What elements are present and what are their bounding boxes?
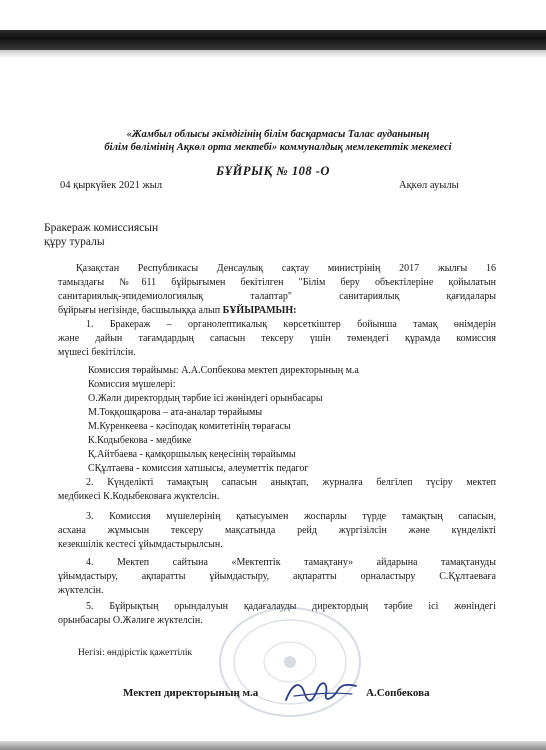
item-1-line-2: және дайын тағамдардың сапасын тексеру үшін төмендегі құрамда комиссия <box>58 333 496 344</box>
scan-shadow <box>0 50 546 58</box>
order-place: Ақкөл ауылы <box>399 180 459 191</box>
item-4-line-1: 4. Мектеп сайтына «Мектептік тамақтану» айдарына тамақтануды <box>86 557 496 568</box>
commission-member: К.Кодыбекова - медбике <box>88 435 192 446</box>
preamble-line-1: Қазақстан Республикасы Денсаулық сақтау министрінің 2017 жылғы 16 <box>76 263 496 274</box>
subject-line-1: Бракераж комиссиясын <box>44 222 159 234</box>
signatory-role: Мектеп директорының м.а <box>123 687 259 699</box>
commission-member: СҚұлтаева - комиссия хатшысы, әлеуметтік педагог <box>88 463 309 474</box>
item-5-line-1: 5. Бұйрықтың орындалуын қадағалауды директордың тәрбие ісі жөніндегі <box>86 601 496 612</box>
item-5-line-2: орынбасары О.Жәлиге жүктелсін. <box>58 615 203 626</box>
signature-mark <box>282 674 360 708</box>
preamble-line-2: тамыздағы №611 бұйрығымен бекітілген "Білім беру объектілеріне қойылатын <box>58 277 496 288</box>
item-4-line-2: ұйымдастыру, ақпаратты ұйымдастыру, ақпаратты орналастыру С.Құлтаеваға <box>58 571 496 582</box>
org-name-line-1: «Жамбыл облысы әкімдігінің білім басқармасы Талас ауданының <box>126 129 430 140</box>
commission-member: О.Жәли директордың тәрбие ісі жөніндегі орынбасары <box>88 393 323 404</box>
subject-line-2: құру туралы <box>44 236 105 248</box>
commission-member: Қ.Айтбаева - қамқоршылық кеңесінің төрайымы <box>88 449 296 460</box>
order-title: БҰЙРЫҚ № 108 -О <box>216 164 330 178</box>
order-date: 04 қыркүйек 2021 жыл <box>60 180 163 191</box>
item-3-line-2: асхана жұмысын тексеру мақсатында рейд жүргізілсін және күнделікті <box>58 525 496 536</box>
org-name-line-2: білім бөлімінің Ақкөл орта мектебі» коммуналдық мемлекеттік мекемесі <box>104 142 452 153</box>
preamble-line-4 <box>58 304 496 318</box>
commission-chair: Комиссия төрайымы: А.А.Сопбекова мектеп директорының м.а <box>88 365 359 376</box>
commission-member: М.Тоққошқарова – ата-аналар төрайымы <box>88 407 263 418</box>
item-2-line-2: медбикесі К.Кодыбековаға жүктелсін. <box>58 491 220 502</box>
item-3-line-1: 3. Комиссия мүшелерінің қатысуымен жоспарлы түрде тамақтың сапасын, <box>86 511 496 522</box>
item-1-line-3: мүшесі бекітілсін. <box>58 347 136 358</box>
scan-bottom-edge <box>0 741 546 750</box>
scan-dark-band <box>0 30 546 50</box>
preamble-line-4-text: бұйрығы негізінде, басшылыққа алып <box>58 305 223 316</box>
item-1-line-1: 1. Бракераж – органолептикалық көрсеткіштер бойынша тамақ өнімдерін <box>86 319 496 330</box>
item-3-line-3: кезекшілік кестесі ұйымдастырылсын. <box>58 539 223 550</box>
order-command: БҰЙЫРАМЫН: <box>222 305 297 316</box>
item-4-line-3: жүктелсін. <box>58 585 104 596</box>
commission-member: М.Куренкеева - кәсіподақ комитетінің төрағасы <box>88 421 291 432</box>
preamble-line-3: санитариялық-эпидемиологиялық талаптар" санитариялық қағидалары <box>58 291 496 302</box>
order-basis: Негізі: өндірістік қажеттілік <box>78 648 193 658</box>
item-2-line-1: 2. Күнделікті тамақтың сапасын анықтап, журналға белгілеп түсіру мектеп <box>86 477 496 488</box>
signatory-name: А.Сопбекова <box>366 687 430 699</box>
commission-members-label: Комиссия мүшелері: <box>88 379 176 390</box>
